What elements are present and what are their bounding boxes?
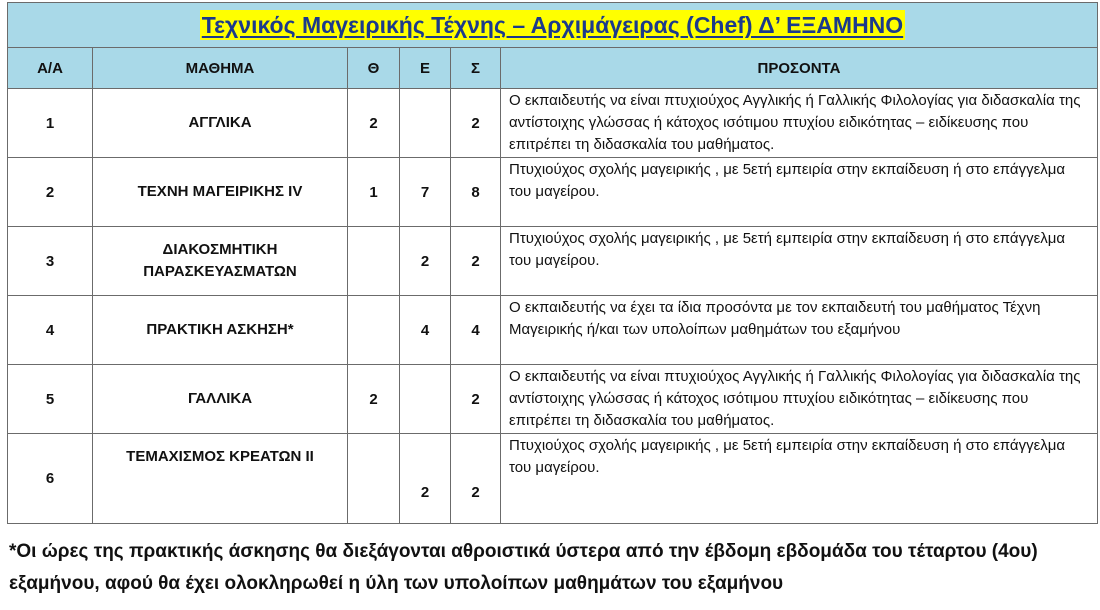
requirements-cell: Ο εκπαιδευτής να έχει τα ίδια προσόντα με τον εκπαιδευτή του μαθήματος Τέχνη Μαγειρικής ή/και των υπολοίπων μαθημάτων του εξαμήνου — [501, 296, 1098, 365]
row-number: 2 — [8, 158, 93, 227]
column-header-requirements: ΠΡΟΣΟΝΤΑ — [501, 48, 1098, 89]
row-number: 4 — [8, 296, 93, 365]
row-number: 6 — [8, 434, 93, 524]
theory-hours: 2 — [348, 365, 400, 434]
table-row — [8, 227, 1098, 296]
requirements-cell: Πτυχιούχος σχολής μαγειρικής , με 5ετή εμπειρία στην εκπαίδευση ή στο επάγγελμα του μαγείρου. — [501, 434, 1098, 524]
lab-hours: 4 — [400, 296, 451, 365]
subject-cell: ΔΙΑΚΟΣΜΗΤΙΚΗ ΠΑΡΑΣΚΕΥΑΣΜΑΤΩΝ — [93, 227, 348, 296]
total-hours: 2 — [451, 434, 501, 524]
requirements-cell: Πτυχιούχος σχολής μαγειρικής , με 5ετή εμπειρία στην εκπαίδευση ή στο επάγγελμα του μαγείρου. — [501, 158, 1098, 227]
table-row — [8, 365, 1098, 434]
title-cell — [8, 3, 1098, 48]
total-hours: 2 — [451, 365, 501, 434]
column-header-total: Σ — [451, 48, 501, 89]
subject-cell: ΤΕΧΝΗ ΜΑΓΕΙΡΙΚΗΣ IV — [93, 158, 348, 227]
subject-cell: ΑΓΓΛΙΚΑ — [93, 89, 348, 158]
footnote: *Οι ώρες της πρακτικής άσκησης θα διεξάγονται αθροιστικά ύστερα από την έβδομη εβδομάδα του τέταρτου (4ου) εξαμήνου, αφού θα έχει ολοκληρωθεί η ύλη των υπολοίπων μαθημάτων του εξαμήνου — [9, 541, 1038, 594]
requirements-cell: Ο εκπαιδευτής να είναι πτυχιούχος Αγγλικής ή Γαλλικής Φιλολογίας για διδασκαλία της αντίστοιχης γλώσσας ή κάτοχος ισότιμου πτυχίου ειδικότητας – ειδίκευσης που επιτρέπει τη διδασκαλία του μαθήματος. — [501, 89, 1098, 158]
requirements-cell: Ο εκπαιδευτής να είναι πτυχιούχος Αγγλικής ή Γαλλικής Φιλολογίας για διδασκαλία της αντίστοιχης γλώσσας ή κάτοχος ισότιμου πτυχίου ειδικότητας – ειδίκευσης που επιτρέπει τη διδασκαλία του μαθήματος. — [501, 365, 1098, 434]
table-row — [8, 89, 1098, 158]
table-row — [8, 296, 1098, 365]
table-row — [8, 434, 1098, 524]
page-title: Τεχνικός Μαγειρικής Τέχνης – Αρχιμάγειρας (Chef) Δ’ ΕΞΑΜΗΝΟ — [201, 12, 904, 38]
theory-hours: 2 — [348, 89, 400, 158]
row-number: 1 — [8, 89, 93, 158]
total-hours: 8 — [451, 158, 501, 227]
lab-hours — [400, 89, 451, 158]
lab-hours: 2 — [400, 227, 451, 296]
row-number: 5 — [8, 365, 93, 434]
requirements-cell: Πτυχιούχος σχολής μαγειρικής , με 5ετή εμπειρία στην εκπαίδευση ή στο επάγγελμα του μαγείρου. — [501, 227, 1098, 296]
subject-cell: ΓΑΛΛΙΚΑ — [93, 365, 348, 434]
row-number: 3 — [8, 227, 93, 296]
header-row — [8, 48, 1098, 89]
theory-hours — [348, 227, 400, 296]
curriculum-sheet — [7, 2, 1098, 524]
total-hours: 2 — [451, 227, 501, 296]
column-header-aa: Α/Α — [8, 48, 93, 89]
subject-cell: ΠΡΑΚΤΙΚΗ ΑΣΚΗΣΗ* — [93, 296, 348, 365]
table-row — [8, 158, 1098, 227]
theory-hours — [348, 434, 400, 524]
column-header-subject: ΜΑΘΗΜΑ — [93, 48, 348, 89]
subject-cell: ΤΕΜΑΧΙΣΜΟΣ ΚΡΕΑΤΩΝ ΙΙ — [93, 434, 348, 524]
title-row — [8, 3, 1098, 48]
column-header-lab: Ε — [400, 48, 451, 89]
total-hours: 4 — [451, 296, 501, 365]
lab-hours: 7 — [400, 158, 451, 227]
column-header-theory: Θ — [348, 48, 400, 89]
theory-hours: 1 — [348, 158, 400, 227]
curriculum-table — [7, 2, 1098, 524]
total-hours: 2 — [451, 89, 501, 158]
theory-hours — [348, 296, 400, 365]
lab-hours: 2 — [400, 434, 451, 524]
lab-hours — [400, 365, 451, 434]
